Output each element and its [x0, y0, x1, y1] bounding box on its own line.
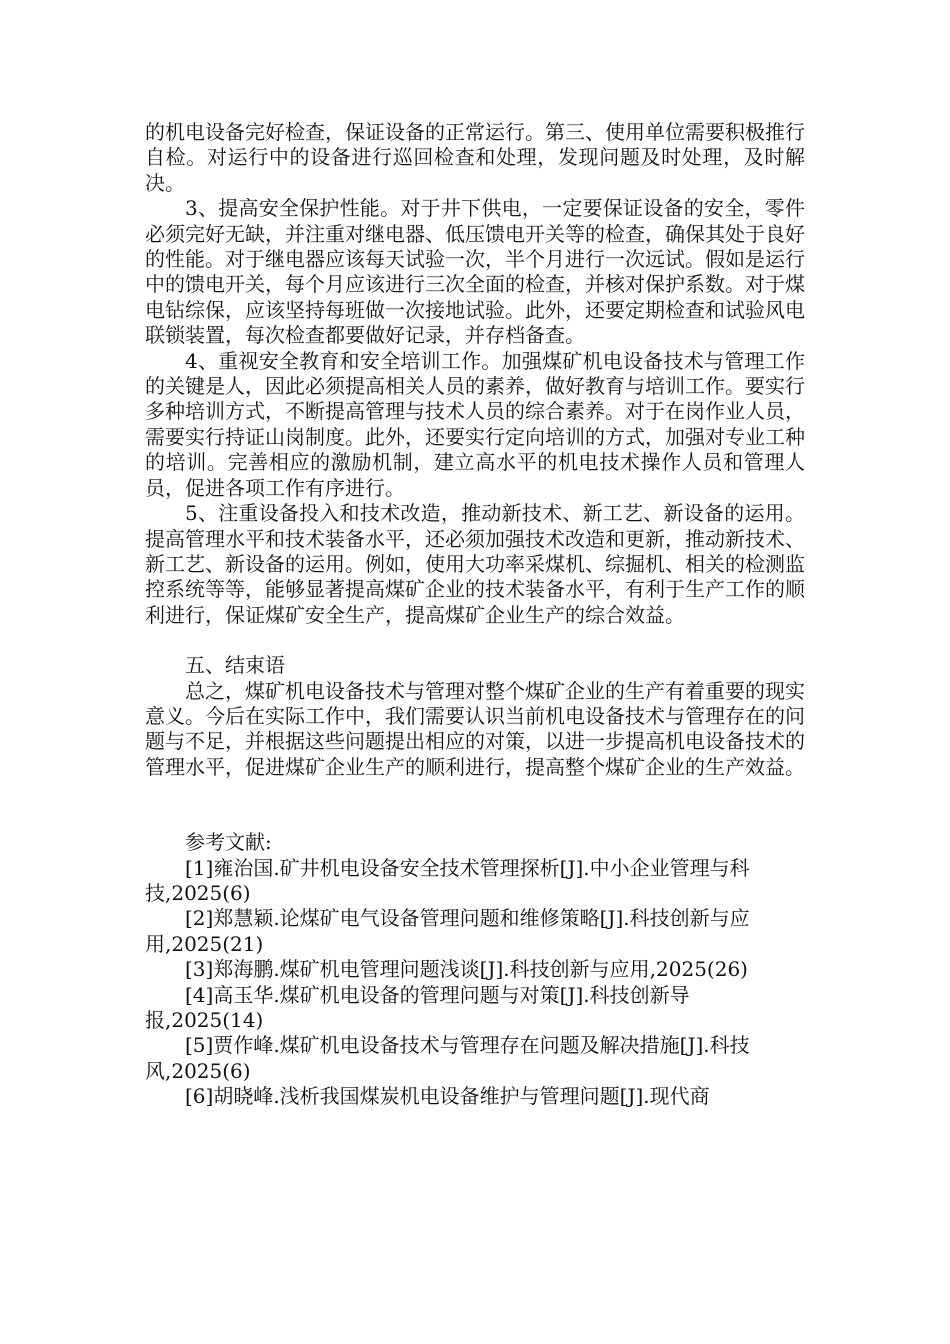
reference-item: [3]郑海鹏.煤矿机电管理问题浅谈[J].科技创新与应用,2025(26) [185, 957, 748, 982]
body-paragraph-safety-protection: 3、提高安全保护性能。对于井下供电，一定要保证设备的安全，零件必须完好无缺，并注重对继电器、低压馈电开关等的检查，确保其处于良好的性能。对于继电器应该每天试验一次，半个月进行一次远试。假如是运行中的馈电开关，每个月应该进行三次全面的检查，并核对保护系数。对于煤电钻综保，应该坚持每班做一次接地试验。此外，还要定期检查和试验风电联锁装置，每次检查都要做好记录，并存档备查。 [145, 196, 805, 348]
reference-item: [1]雍治国.矿井机电设备安全技术管理探析[J].中小企业管理与科技,2025(6) [145, 855, 750, 905]
references-heading: 参考文献: [185, 830, 272, 855]
reference-item: [2]郑慧颖.论煤矿电气设备管理问题和维修策略[J].科技创新与应用,2025(21) [145, 906, 750, 956]
section-spacer [145, 780, 805, 830]
reference-item: [6]胡晓峰.浅析我国煤炭机电设备维护与管理问题[J].现代商 [185, 1084, 710, 1109]
body-paragraph-continuation: 的机电设备完好检查，保证设备的正常运行。第三、使用单位需要积极推行自检。对运行中的设备进行巡回检查和处理，发现问题及时处理，及时解决。 [145, 120, 805, 195]
body-paragraph-technical-upgrade: 5、注重设备投入和技术改造，推动新技术、新工艺、新设备的运用。提高管理水平和技术装备水平，还必须加强技术改造和更新，推动新技术、新工艺、新设备的运用。例如，使用大功率采煤机、综掘机、相关的检测监控系统等等，能够显著提高煤矿企业的技术装备水平，有利于生产工作的顺利进行，保证煤矿安全生产，提高煤矿企业生产的综合效益。 [145, 501, 805, 627]
conclusion-paragraph: 总之，煤矿机电设备技术与管理对整个煤矿企业的生产有着重要的现实意义。今后在实际工作中，我们需要认识当前机电设备技术与管理存在的问题与不足，并根据这些问题提出相应的对策，以进一步提高机电设备技术的管理水平，促进煤矿企业生产的顺利进行，提高整个煤矿企业的生产效益。 [145, 678, 805, 779]
reference-item: [5]贾作峰.煤矿机电设备技术与管理存在问题及解决措施[J].科技风,2025(6) [145, 1033, 750, 1083]
section-spacer [145, 628, 805, 653]
conclusion-heading: 五、结束语 [185, 653, 285, 678]
reference-list [145, 856, 805, 1110]
body-paragraph-safety-training: 4、重视安全教育和安全培训工作。加强煤矿机电设备技术与管理工作的关键是人，因此必须提高相关人员的素养，做好教育与培训工作。要实行多种培训方式，不断提高管理与技术人员的综合素养。对于在岗作业人员，需要实行持证山岗制度。此外，还要实行定向培训的方式，加强对专业工种的培训。完善相应的激励机制，建立高水平的机电技术操作人员和管理人员，促进各项工作有序进行。 [145, 348, 805, 500]
reference-item: [4]高玉华.煤矿机电设备的管理问题与对策[J].科技创新导报,2025(14) [145, 982, 690, 1032]
document-page [145, 120, 805, 1110]
